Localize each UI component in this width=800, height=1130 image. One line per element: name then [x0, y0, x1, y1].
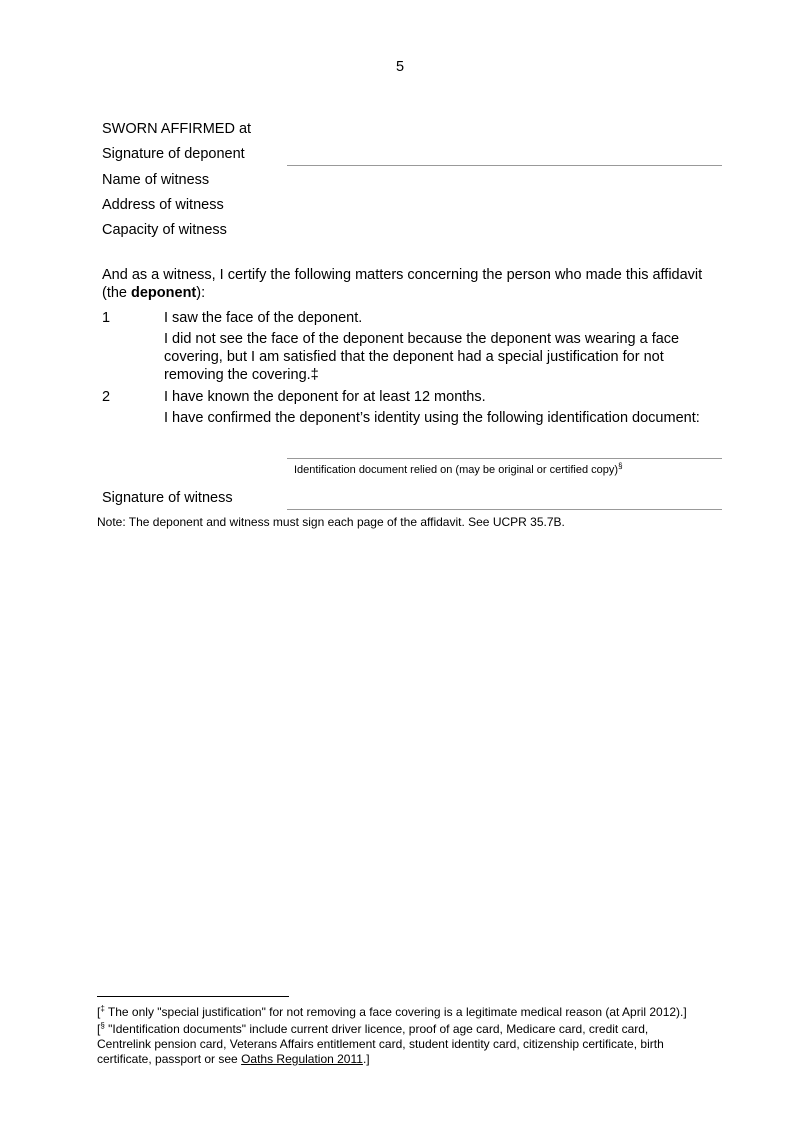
signing-note: Note: The deponent and witness must sign each page of the affidavit. See UCPR 35.7B.: [97, 515, 565, 529]
item-2-number: 2: [102, 389, 111, 405]
item-2-option-b: I have confirmed the deponent’s identity using the following identification document:: [164, 410, 700, 426]
signature-of-deponent-label: Signature of deponent: [102, 146, 245, 162]
deponent-signature-line[interactable]: [287, 165, 722, 166]
certification-intro: And as a witness, I certify the following matters concerning the person who made this affidavit (the deponent):: [102, 267, 703, 301]
address-of-witness-label: Address of witness: [102, 197, 224, 213]
footnote-separator: [97, 996, 289, 997]
item-2-option-a: I have known the deponent for at least 12 months.: [164, 389, 486, 405]
witness-signature-line[interactable]: [287, 509, 722, 510]
capacity-of-witness-label: Capacity of witness: [102, 222, 227, 238]
footnote-identification-documents: [§ "Identification documents" include current driver licence, proof of age card, Medicare card, credit card, Centrelink pension card, Veterans Affairs entitlement card, student identity card, citizenship certificate, birth certificate, passport or see Oaths Regulation 2011.]: [97, 1021, 664, 1066]
sworn-affirmed-label: SWORN AFFIRMED at: [102, 121, 252, 137]
item-1-number: 1: [102, 310, 111, 326]
identification-caption: Identification document relied on (may be original or certified copy)§: [294, 461, 623, 476]
footnote-special-justification: [‡ The only "special justification" for not removing a face covering is a legitimate medical reason (at April 2012).]: [97, 1004, 687, 1019]
identification-document-line[interactable]: [287, 458, 722, 459]
oaths-regulation-link[interactable]: Oaths Regulation 2011: [241, 1052, 363, 1066]
item-1-option-b: I did not see the face of the deponent because the deponent was wearing a face covering, but I am satisfied that the deponent had a special justification for not removing the covering.‡: [164, 331, 680, 383]
signature-of-witness-label: Signature of witness: [102, 490, 233, 506]
name-of-witness-label: Name of witness: [102, 172, 210, 188]
deponent-term: deponent: [131, 285, 197, 301]
page-number: 5: [395, 59, 405, 75]
item-1-option-a: I saw the face of the deponent.: [164, 310, 363, 326]
